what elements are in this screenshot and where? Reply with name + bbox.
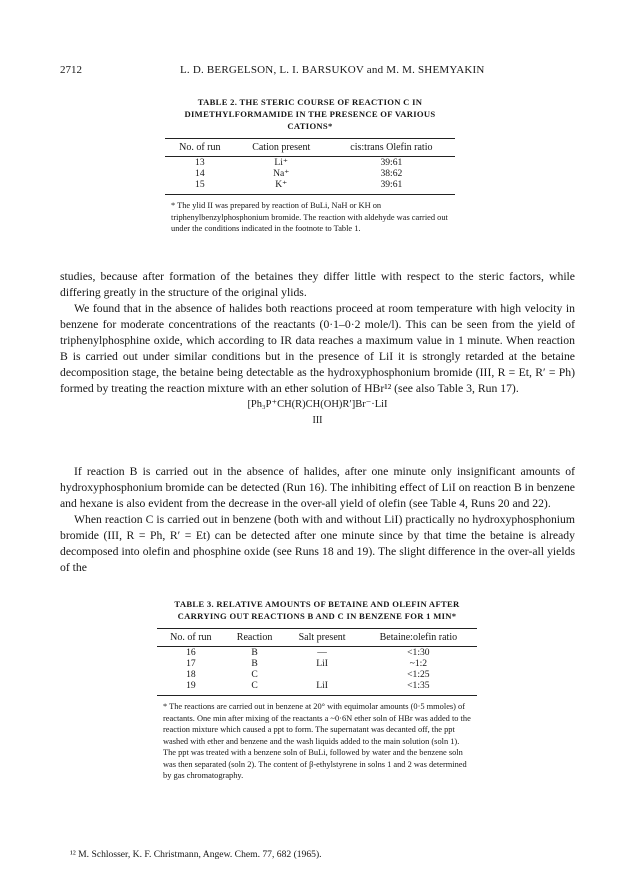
table-3 [157,598,477,782]
table-cell: 39:61 [380,157,403,168]
table-cell: C [225,680,285,696]
table-3-caption: TABLE 3. RELATIVE AMOUNTS OF BETAINE AND OLEFIN AFTER CARRYING OUT REACTIONS B AND C IN BENZENE FOR 1 MIN* [174,599,460,621]
formula-label: III [312,415,323,426]
table-cell: <1:35 [360,680,477,696]
table-2-header-ratio: cis:trans Olefin ratio [328,139,455,157]
table-row [165,179,455,195]
table-2-header-run: No. of run [165,139,235,157]
table-cell: ~1:2 [409,658,428,669]
table-3-footnote: * The reactions are carried out in benzene at 20° with equimolar amounts (0·5 mmoles) of reactants. One min after mixing of the reactants a ~0·6N ether soln of HBr was added to the reaction mixture which caused a ppt to form. The supernatant was decanted off, the ppt washed with ether and benzene and the wash liquids added to the main solution (soln 1). The ppt was treated with a benzene soln of BuLi, followed by water and the benzene soln was then separated (soln 2). The content of β-ethylstyrene in solns 1 and 2 was determined by gas chromatography. [163,702,471,780]
table-cell: Na⁺ [273,168,290,179]
table-cell: C [251,669,258,680]
table-cell: K⁺ [235,179,328,195]
paragraph: If reaction B is carried out in the absence of halides, after one minute only insignificant amounts of hydroxyphosphonium bromide can be detected (Run 16). The inhibiting effect of LiI on reaction B in benzene and hexane is also evident from the decrease in the over-all yield of olefin (see Table 4, Runs 20 and 22). [60,465,575,510]
table-cell: <1:30 [407,647,430,658]
table-cell: B [251,647,258,658]
reference-footnote: ¹² M. Schlosser, K. F. Christmann, Angew. Chem. 77, 682 (1965). [70,849,322,860]
table-2-header-cation: Cation present [235,139,328,157]
table-cell: 19 [157,680,225,696]
table-row [157,669,477,680]
table-3-header-reaction: Reaction [225,629,285,647]
table-cell: LiI [316,658,328,669]
table-cell: LiI [284,680,359,696]
chemical-formula: [Ph₃P⁺CH(R)CH(OH)R′]Br⁻·LiI [247,399,388,410]
table-row [157,658,477,669]
table-3-grid [157,628,477,696]
table-cell: Li⁺ [274,157,288,168]
body-text-lower [60,464,575,576]
table-row [157,680,477,696]
running-header-authors: L. D. BERGELSON, L. I. BARSUKOV and M. M. SHEMYAKIN [180,64,485,76]
paragraph: We found that in the absence of halides both reactions proceed at room temperature with high velocity in benzene for moderate concentrations of the reactants (0·1–0·2 mole/l). This can be seen from the yield of triphenylphosphine oxide, which according to IR data reaches a maximum value in 1 minute. When reaction B is carried out under similar conditions but in the presence of LiI it is strongly retarded at the betaine decomposition stage, the betaine being detectable as the hydroxyphosphonium bromide (III, R = Et, R′ = Ph) formed by treating the reaction mixture with an ether solution of HBr¹² (see also Table 3, Run 17). [60,302,575,395]
table-cell: 15 [165,179,235,195]
paragraph: studies, because after formation of the betaines they differ little with respect to the steric factors, while differing greatly in the structure of the original ylids. [60,270,575,299]
table-row [165,168,455,179]
table-cell [284,669,359,680]
table-3-header-salt: Salt present [284,629,359,647]
table-cell: B [251,658,258,669]
table-cell: 17 [186,658,196,669]
table-cell: 18 [186,669,196,680]
table-2-footnote: * The ylid II was prepared by reaction of BuLi, NaH or KH on triphenylbenzylphosphonium bromide. The reaction with aldehyde was carried out under the conditions indicated in the footnote to Table 1. [171,201,448,233]
page-number: 2712 [60,64,82,76]
table-cell: — [317,647,327,658]
table-2-grid [165,138,455,195]
table-cell: <1:25 [407,669,430,680]
paragraph: When reaction C is carried out in benzene (both with and without LiI) practically no hydroxyphosphonium bromide (III, R = Ph, R′ = Et) can be detected after one minute since by that time the betaine is already decomposed into olefin and phosphine oxide (see Runs 18 and 19). The slight difference in the over-all yields of the [60,513,575,574]
table-2 [165,96,455,235]
table-row [165,157,455,169]
table-cell: 16 [186,647,196,658]
table-3-header-ratio: Betaine:olefin ratio [360,629,477,647]
table-cell: 38:62 [380,168,403,179]
body-text-upper [60,269,575,429]
table-row [157,647,477,659]
table-3-header-run: No. of run [157,629,225,647]
table-cell: 14 [195,168,205,179]
table-2-caption: TABLE 2. THE STERIC COURSE OF REACTION C IN DIMETHYLFORMAMIDE IN THE PRESENCE OF VARIOUS CATIONS* [184,97,436,131]
table-cell: 39:61 [328,179,455,195]
table-cell: 13 [195,157,205,168]
